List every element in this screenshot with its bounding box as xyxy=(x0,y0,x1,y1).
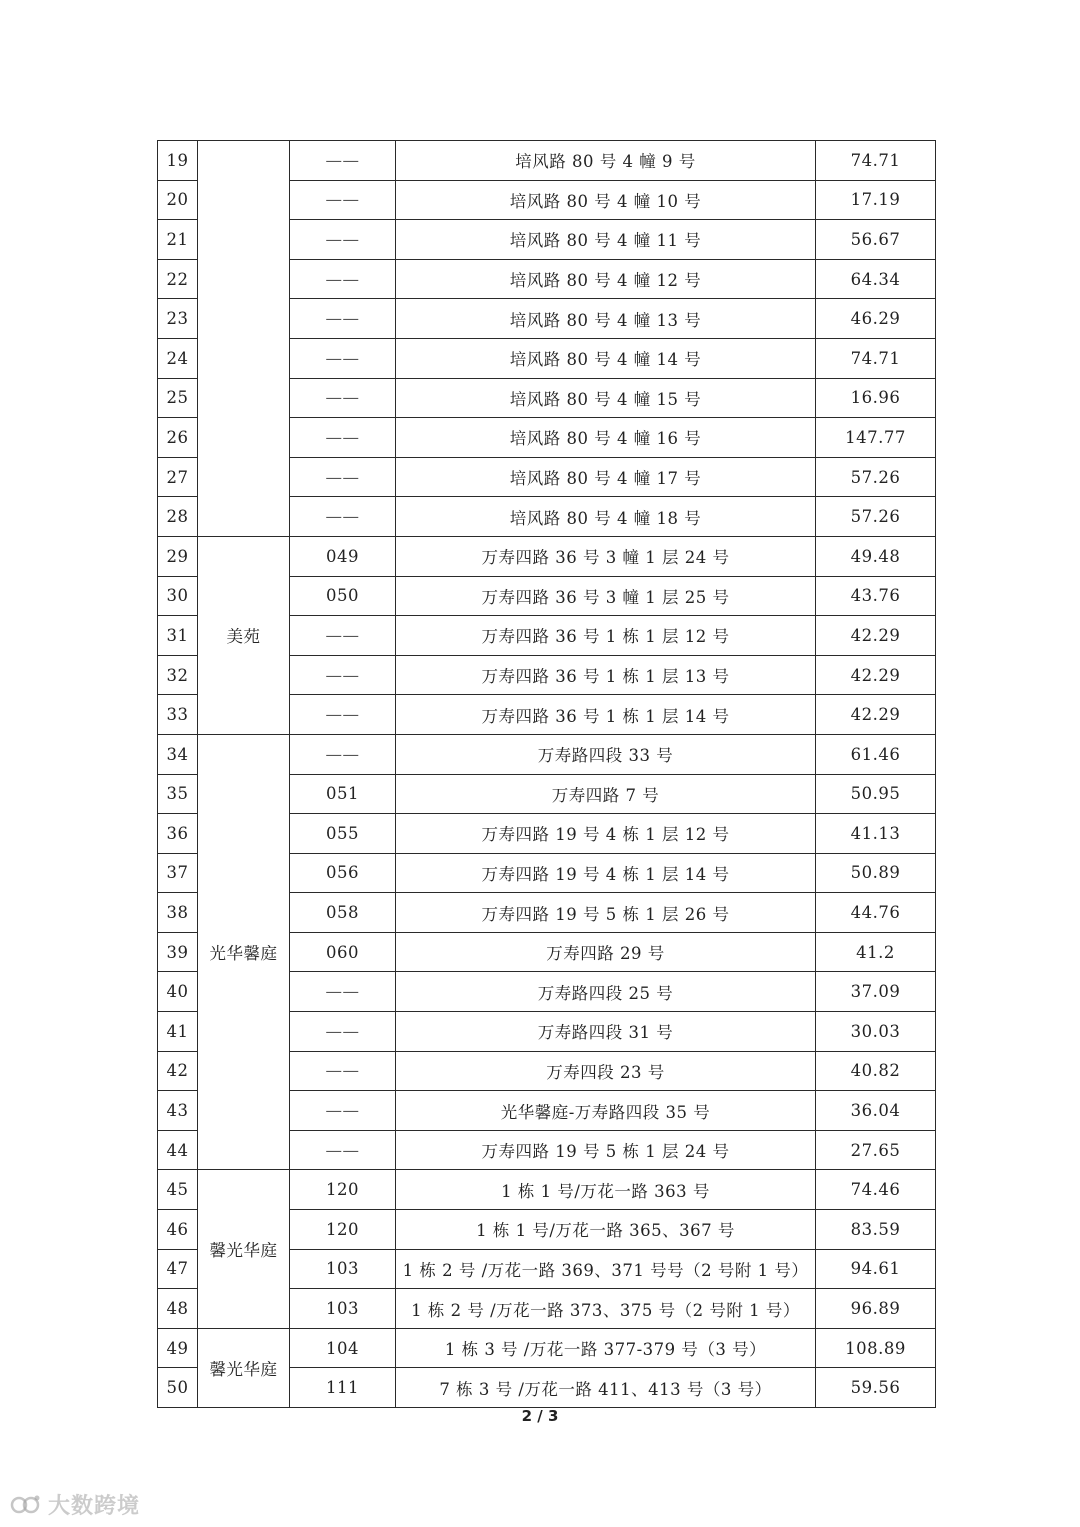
unit-code-cell: —— xyxy=(290,457,396,497)
area-cell: 49.48 xyxy=(816,536,936,576)
area-cell: 44.76 xyxy=(816,893,936,933)
row-number-cell: 21 xyxy=(158,220,198,260)
unit-code-cell: 055 xyxy=(290,814,396,854)
address-cell: 1 栋 2 号 /万花一路 373、375 号（2 号附 1 号） xyxy=(396,1289,816,1329)
property-table xyxy=(157,140,936,1408)
unit-code-cell: —— xyxy=(290,220,396,260)
address-cell: 万寿四路 19 号 4 栋 1 层 12 号 xyxy=(396,814,816,854)
address-cell: 万寿四路 36 号 1 栋 1 层 14 号 xyxy=(396,695,816,735)
address-cell: 1 栋 1 号/万花一路 363 号 xyxy=(396,1170,816,1210)
community-name-cell: 馨光华庭 xyxy=(198,1328,290,1407)
area-cell: 74.71 xyxy=(816,338,936,378)
address-cell: 培风路 80 号 4 幢 10 号 xyxy=(396,180,816,220)
unit-code-cell: —— xyxy=(290,1091,396,1131)
row-number-cell: 46 xyxy=(158,1210,198,1250)
row-number-cell: 20 xyxy=(158,180,198,220)
unit-code-cell: —— xyxy=(290,497,396,537)
community-name-cell xyxy=(198,141,290,537)
unit-code-cell: —— xyxy=(290,299,396,339)
row-number-cell: 50 xyxy=(158,1368,198,1408)
watermark xyxy=(10,1489,140,1520)
unit-code-cell: 049 xyxy=(290,536,396,576)
watermark-logo-icon xyxy=(10,1493,42,1517)
unit-code-cell: 103 xyxy=(290,1289,396,1329)
row-number-cell: 26 xyxy=(158,418,198,458)
area-cell: 40.82 xyxy=(816,1051,936,1091)
row-number-cell: 38 xyxy=(158,893,198,933)
address-cell: 培风路 80 号 4 幢 12 号 xyxy=(396,259,816,299)
address-cell: 万寿四路 19 号 4 栋 1 层 14 号 xyxy=(396,853,816,893)
row-number-cell: 23 xyxy=(158,299,198,339)
row-number-cell: 19 xyxy=(158,141,198,181)
address-cell: 培风路 80 号 4 幢 11 号 xyxy=(396,220,816,260)
table-row xyxy=(158,734,936,774)
area-cell: 42.29 xyxy=(816,655,936,695)
watermark-text: 大数跨境 xyxy=(48,1494,141,1519)
area-cell: 27.65 xyxy=(816,1130,936,1170)
unit-code-cell: 051 xyxy=(290,774,396,814)
address-cell: 培风路 80 号 4 幢 14 号 xyxy=(396,338,816,378)
area-cell: 94.61 xyxy=(816,1249,936,1289)
row-number-cell: 39 xyxy=(158,932,198,972)
page-number: 2 / 3 xyxy=(521,1407,559,1425)
area-cell: 50.95 xyxy=(816,774,936,814)
address-cell: 万寿四路 19 号 5 栋 1 层 26 号 xyxy=(396,893,816,933)
unit-code-cell: —— xyxy=(290,1130,396,1170)
area-cell: 57.26 xyxy=(816,457,936,497)
address-cell: 万寿四路 36 号 1 栋 1 层 12 号 xyxy=(396,616,816,656)
area-cell: 42.29 xyxy=(816,695,936,735)
address-cell: 1 栋 2 号 /万花一路 369、371 号号（2 号附 1 号） xyxy=(396,1249,816,1289)
community-name-cell: 光华馨庭 xyxy=(198,734,290,1170)
unit-code-cell: —— xyxy=(290,141,396,181)
unit-code-cell: 104 xyxy=(290,1328,396,1368)
table-row xyxy=(158,141,936,181)
area-cell: 83.59 xyxy=(816,1210,936,1250)
row-number-cell: 36 xyxy=(158,814,198,854)
row-number-cell: 34 xyxy=(158,734,198,774)
row-number-cell: 47 xyxy=(158,1249,198,1289)
row-number-cell: 48 xyxy=(158,1289,198,1329)
unit-code-cell: —— xyxy=(290,655,396,695)
table-row xyxy=(158,1170,936,1210)
address-cell: 万寿路四段 31 号 xyxy=(396,1012,816,1052)
address-cell: 1 栋 3 号 /万花一路 377-379 号（3 号） xyxy=(396,1328,816,1368)
area-cell: 41.13 xyxy=(816,814,936,854)
row-number-cell: 33 xyxy=(158,695,198,735)
area-cell: 30.03 xyxy=(816,1012,936,1052)
area-cell: 61.46 xyxy=(816,734,936,774)
area-cell: 37.09 xyxy=(816,972,936,1012)
area-cell: 41.2 xyxy=(816,932,936,972)
row-number-cell: 44 xyxy=(158,1130,198,1170)
unit-code-cell: —— xyxy=(290,1012,396,1052)
row-number-cell: 28 xyxy=(158,497,198,537)
unit-code-cell: 058 xyxy=(290,893,396,933)
row-number-cell: 32 xyxy=(158,655,198,695)
address-cell: 培风路 80 号 4 幢 18 号 xyxy=(396,497,816,537)
unit-code-cell: —— xyxy=(290,972,396,1012)
unit-code-cell: 056 xyxy=(290,853,396,893)
area-cell: 74.46 xyxy=(816,1170,936,1210)
area-cell: 17.19 xyxy=(816,180,936,220)
address-cell: 万寿四路 36 号 3 幢 1 层 25 号 xyxy=(396,576,816,616)
unit-code-cell: —— xyxy=(290,1051,396,1091)
table-body xyxy=(158,141,936,1408)
area-cell: 74.71 xyxy=(816,141,936,181)
area-cell: 46.29 xyxy=(816,299,936,339)
address-cell: 培风路 80 号 4 幢 9 号 xyxy=(396,141,816,181)
address-cell: 万寿路四段 33 号 xyxy=(396,734,816,774)
row-number-cell: 49 xyxy=(158,1328,198,1368)
unit-code-cell: 111 xyxy=(290,1368,396,1408)
address-cell: 万寿四路 29 号 xyxy=(396,932,816,972)
address-cell: 7 栋 3 号 /万花一路 411、413 号（3 号） xyxy=(396,1368,816,1408)
area-cell: 56.67 xyxy=(816,220,936,260)
row-number-cell: 37 xyxy=(158,853,198,893)
area-cell: 108.89 xyxy=(816,1328,936,1368)
unit-code-cell: 060 xyxy=(290,932,396,972)
unit-code-cell: 120 xyxy=(290,1210,396,1250)
unit-code-cell: —— xyxy=(290,259,396,299)
unit-code-cell: 050 xyxy=(290,576,396,616)
table-row xyxy=(158,536,936,576)
unit-code-cell: —— xyxy=(290,418,396,458)
area-cell: 43.76 xyxy=(816,576,936,616)
area-cell: 57.26 xyxy=(816,497,936,537)
area-cell: 16.96 xyxy=(816,378,936,418)
unit-code-cell: —— xyxy=(290,695,396,735)
unit-code-cell: —— xyxy=(290,734,396,774)
row-number-cell: 25 xyxy=(158,378,198,418)
unit-code-cell: —— xyxy=(290,378,396,418)
row-number-cell: 42 xyxy=(158,1051,198,1091)
address-cell: 万寿四路 36 号 1 栋 1 层 13 号 xyxy=(396,655,816,695)
row-number-cell: 43 xyxy=(158,1091,198,1131)
row-number-cell: 30 xyxy=(158,576,198,616)
address-cell: 光华馨庭-万寿路四段 35 号 xyxy=(396,1091,816,1131)
row-number-cell: 45 xyxy=(158,1170,198,1210)
address-cell: 万寿四路 36 号 3 幢 1 层 24 号 xyxy=(396,536,816,576)
community-name-cell: 美苑 xyxy=(198,536,290,734)
row-number-cell: 40 xyxy=(158,972,198,1012)
address-cell: 万寿四路 7 号 xyxy=(396,774,816,814)
row-number-cell: 41 xyxy=(158,1012,198,1052)
address-cell: 培风路 80 号 4 幢 16 号 xyxy=(396,418,816,458)
row-number-cell: 29 xyxy=(158,536,198,576)
unit-code-cell: —— xyxy=(290,180,396,220)
area-cell: 50.89 xyxy=(816,853,936,893)
area-cell: 64.34 xyxy=(816,259,936,299)
address-cell: 万寿四段 23 号 xyxy=(396,1051,816,1091)
unit-code-cell: —— xyxy=(290,616,396,656)
row-number-cell: 27 xyxy=(158,457,198,497)
area-cell: 96.89 xyxy=(816,1289,936,1329)
row-number-cell: 35 xyxy=(158,774,198,814)
table-row xyxy=(158,1328,936,1368)
area-cell: 36.04 xyxy=(816,1091,936,1131)
area-cell: 59.56 xyxy=(816,1368,936,1408)
unit-code-cell: 120 xyxy=(290,1170,396,1210)
row-number-cell: 31 xyxy=(158,616,198,656)
unit-code-cell: 103 xyxy=(290,1249,396,1289)
address-cell: 1 栋 1 号/万花一路 365、367 号 xyxy=(396,1210,816,1250)
area-cell: 147.77 xyxy=(816,418,936,458)
address-cell: 万寿路四段 25 号 xyxy=(396,972,816,1012)
unit-code-cell: —— xyxy=(290,338,396,378)
address-cell: 万寿四路 19 号 5 栋 1 层 24 号 xyxy=(396,1130,816,1170)
address-cell: 培风路 80 号 4 幢 17 号 xyxy=(396,457,816,497)
row-number-cell: 24 xyxy=(158,338,198,378)
area-cell: 42.29 xyxy=(816,616,936,656)
row-number-cell: 22 xyxy=(158,259,198,299)
community-name-cell: 馨光华庭 xyxy=(198,1170,290,1328)
address-cell: 培风路 80 号 4 幢 15 号 xyxy=(396,378,816,418)
address-cell: 培风路 80 号 4 幢 13 号 xyxy=(396,299,816,339)
